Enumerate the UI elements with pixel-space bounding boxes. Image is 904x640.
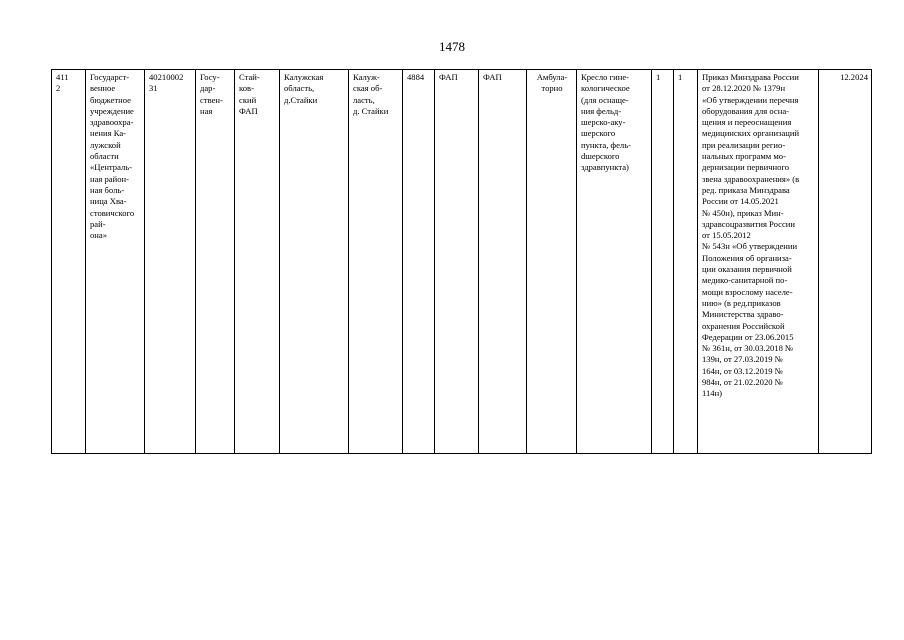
- cell-code: 40210002 31: [145, 70, 196, 454]
- cell-address: Калужская область, д.Стайки: [280, 70, 349, 454]
- cell-equipment: Кресло гине- кологическое (для оснаще- ния фельд- шерско-аку- шерского пункта, фель- dшерского здравпункта): [577, 70, 652, 454]
- cell-row-number: 411 2: [52, 70, 86, 454]
- cell-date: 12.2024: [819, 70, 872, 454]
- cell-care-form: Амбула- торно: [527, 70, 577, 454]
- cell-qty-2: 1: [674, 70, 698, 454]
- cell-institution: Государст- венное бюджетное учреждение здравоохра- нения Ка- лужской области «Централь- ная район- ная боль- ница Хва- стовичского рай- она»: [86, 70, 145, 454]
- cell-qty-1: 1: [652, 70, 674, 454]
- page-number: 1478: [439, 39, 465, 54]
- table-row: [52, 70, 872, 454]
- cell-type-1: ФАП: [435, 70, 479, 454]
- cell-facility: Стай- ков- ский ФАП: [235, 70, 280, 454]
- cell-basis: Приказ Минздрава России от 28.12.2020 № 1379н «Об утверждении перечня оборудования для осна- щения и переоснащения медицинских организаций при реализации регио- нальных программ мо- дернизации первичного звена здравоохранения» (в ред. приказа Минздрава России от 14.05.2021 № 450н), приказ Мин- здравсоцразвития России от 15.05.2012 № 543н «Об утверждении Положения об организа- ции оказания первичной медико-санитарной по- мощи взрослому населе- нию» (в ред.приказов Министерства здраво- охранения Российской Федерации от 23.06.2015 № 361н, от 30.03.2018 № 139н, от 27.03.2019 № 164н, от 03.12.2019 № 984н, от 21.02.2020 № 114н): [698, 70, 819, 454]
- cell-type-2: ФАП: [479, 70, 527, 454]
- cell-locality: Калуж- ская об- ласть, д. Стайки: [349, 70, 403, 454]
- cell-oktmo: 4884: [403, 70, 435, 454]
- cell-ownership: Госу- дар- ствен- ная: [196, 70, 235, 454]
- registry-table: [51, 69, 872, 454]
